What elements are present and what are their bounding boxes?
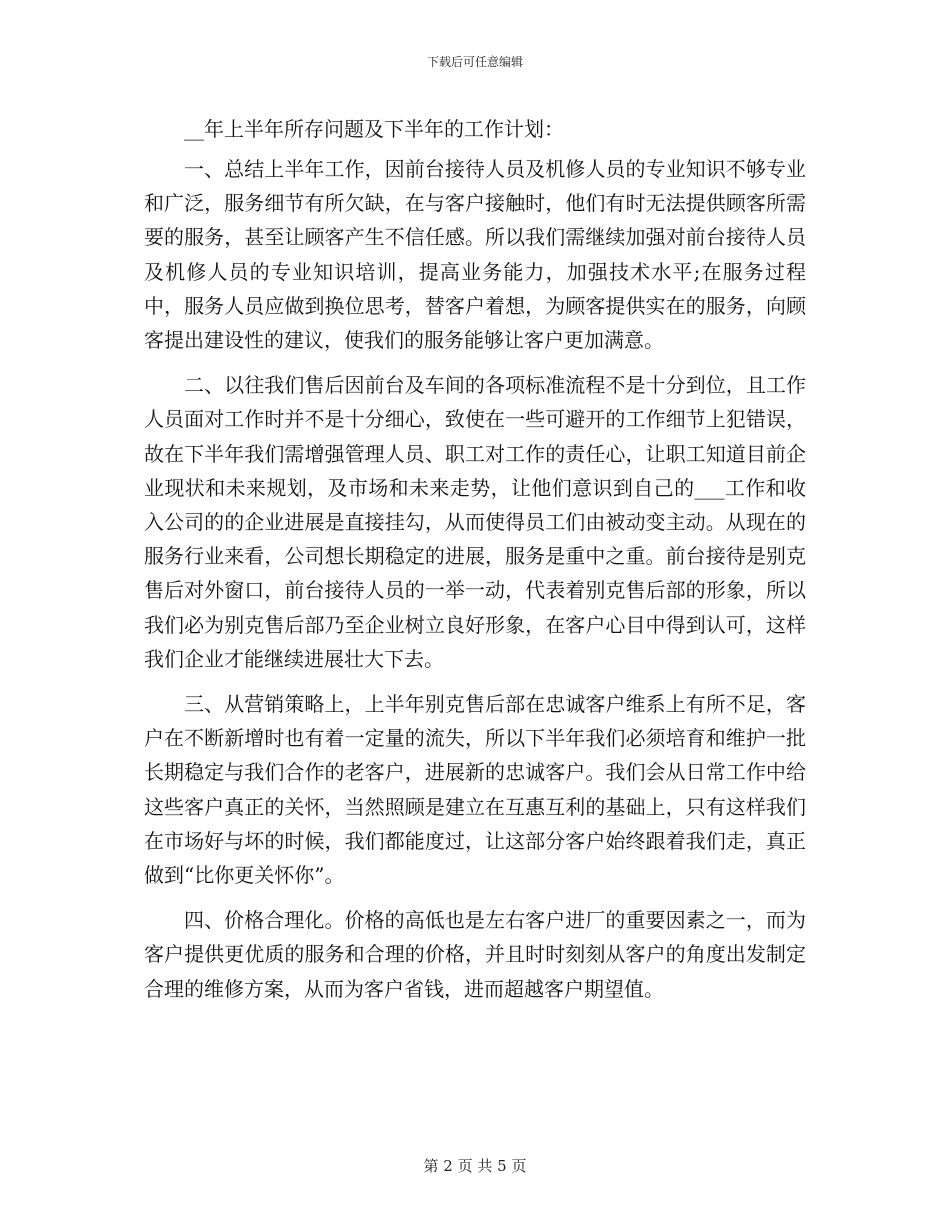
page-number-footer: 第 2 页 共 5 页: [423, 1157, 527, 1175]
page-header: 下载后可任意编辑: [426, 55, 523, 69]
paragraph-3: 三、从营销策略上，上半年别克售后部在忠诚客户维系上有所不足，客户在不断新增时也有着一定量的流失，所以下半年我们必须培育和维护一批长期稳定与我们合作的老客户，进展新的忠诚客户。我们会从日常工作中给这些客户真正的关怀，当然照顾是建立在互惠互利的基础上，只有这样我们在市场好与坏的时候，我们都能度过，让这部分客户始终跟着我们走，真正做到“比你更关怀你”。: [144, 692, 806, 888]
paragraph-2: 二、以往我们售后因前台及车间的各项标准流程不是十分到位，且工作人员面对工作时并不是十分细心，致使在一些可避开的工作细节上犯错误，故在下半年我们需增强管理人员、职工对工作的责任心，让职工知道目前企业现状和未来规划，及市场和未来走势，让他们意识到自己的___工作和收入公司的的企业进展是直接挂勾，从而使得员工们由被动变主动。从现在的服务行业来看，公司想长期稳定的进展，服务是重中之重。前台接待是别克售后对外窗口，前台接待人员的一举一动，代表着别克售后部的形象，所以我们必为别克售后部乃至企业树立良好形象，在客户心目中得到认可，这样我们企业才能继续进展壮大下去。: [144, 373, 806, 671]
paragraph-1: 一、总结上半年工作，因前台接待人员及机修人员的专业知识不够专业和广泛，服务细节有所欠缺，在与客户接触时，他们有时无法提供顾客所需要的服务，甚至让顾客产生不信任感。所以我们需继续加强对前台接待人员及机修人员的专业知识培训，提高业务能力，加强技术水平;在服务过程中，服务人员应做到换位思考，替客户着想，为顾客提供实在的服务，向顾客提出建设性的建议，使我们的服务能够让客户更加满意。: [144, 157, 806, 353]
paragraph-4: 四、价格合理化。价格的高低也是左右客户进厂的重要因素之一，而为客户提供更优质的服务和合理的价格，并且时时刻刻从客户的角度出发制定合理的维修方案，从而为客户省钱，进而超越客户期望值。: [144, 908, 806, 1001]
document-body: [144, 112, 806, 1006]
document-title: __年上半年所存问题及下半年的工作计划：: [184, 117, 564, 141]
